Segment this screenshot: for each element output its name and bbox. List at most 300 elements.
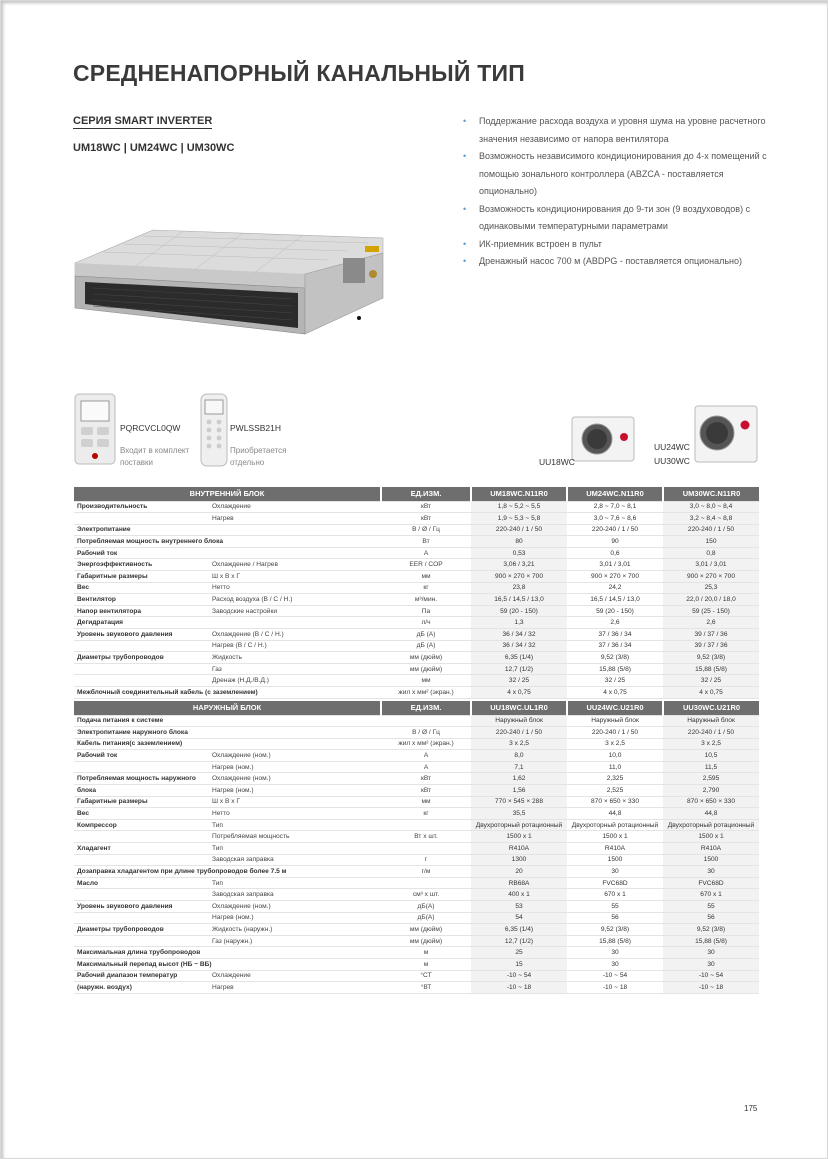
value-cell: 55: [663, 901, 759, 913]
subparam-cell: [209, 715, 381, 727]
value-cell: Двухроторный ротационный: [663, 819, 759, 831]
table-row: [74, 675, 759, 687]
param-cell: Напор вентилятора: [74, 605, 209, 617]
table-row: [74, 761, 759, 773]
unit-cell: мм (дюйм): [381, 924, 471, 936]
subparam-cell: Нагрев (ном.): [209, 761, 381, 773]
value-cell: 30: [567, 958, 663, 970]
value-cell: 2,325: [567, 773, 663, 785]
subparam-cell: [209, 547, 381, 559]
value-cell: 12,7 (1/2): [471, 663, 567, 675]
subparam-cell: Нетто: [209, 808, 381, 820]
unit-cell: Вт x шт.: [381, 831, 471, 843]
table-row: [74, 796, 759, 808]
value-cell: 15,88 (5/8): [663, 935, 759, 947]
value-cell: 15: [471, 958, 567, 970]
value-cell: 1,62: [471, 773, 567, 785]
table-row: [74, 571, 759, 583]
value-cell: 1,9 ~ 5,3 ~ 5,8: [471, 513, 567, 525]
value-cell: 59 (20 - 150): [471, 605, 567, 617]
value-cell: 1500 x 1: [471, 831, 567, 843]
param-cell: Уровень звукового давления: [74, 629, 209, 641]
value-cell: 37 / 36 / 34: [567, 640, 663, 652]
header-cell: UM18WC.N11R0: [471, 487, 567, 501]
value-cell: 2,6: [663, 617, 759, 629]
value-cell: 39 / 37 / 36: [663, 640, 759, 652]
feature-item: • Возможность кондиционирования до 9-ти зон (9 воздуховодов) с одинаковыми температурными параметрами: [463, 201, 773, 236]
param-cell: [74, 663, 209, 675]
unit-cell: [381, 843, 471, 855]
value-cell: -10 ~ 18: [663, 982, 759, 994]
value-cell: 15,88 (5/8): [567, 663, 663, 675]
wireless-remote-image: [200, 393, 228, 467]
value-cell: 6,35 (1/4): [471, 652, 567, 664]
table-row: [74, 982, 759, 994]
page-number: 175: [744, 1104, 758, 1113]
table-row: [74, 958, 759, 970]
table-row: [74, 819, 759, 831]
value-cell: 44,8: [567, 808, 663, 820]
value-cell: 870 × 650 × 330: [567, 796, 663, 808]
value-cell: 11,5: [663, 761, 759, 773]
value-cell: FVC68D: [567, 877, 663, 889]
subparam-cell: Газ: [209, 663, 381, 675]
value-cell: 150: [663, 536, 759, 548]
unit-cell: г: [381, 854, 471, 866]
subparam-cell: Охлаждение / Нагрев: [209, 559, 381, 571]
param-cell: Потребляемая мощность наружного: [74, 773, 209, 785]
unit-cell: В / Ø / Гц: [381, 727, 471, 739]
outdoor-label-big2: UU30WC: [654, 456, 690, 466]
unit-cell: EER / COP: [381, 559, 471, 571]
param-cell: [74, 912, 209, 924]
value-cell: 2,6: [567, 617, 663, 629]
value-cell: -10 ~ 54: [471, 970, 567, 982]
param-cell: Диаметры трубопроводов: [74, 924, 209, 936]
value-cell: 0,6: [567, 547, 663, 559]
table-row: [74, 524, 759, 536]
table-row: [74, 831, 759, 843]
value-cell: -10 ~ 54: [567, 970, 663, 982]
param-cell: Компрессор: [74, 819, 209, 831]
value-cell: 2,790: [663, 785, 759, 797]
param-cell: Максимальный перепад высот (НБ ~ ВБ): [74, 958, 209, 970]
table-row: [74, 687, 759, 699]
subparam-cell: Жидкость: [209, 652, 381, 664]
param-cell: Уровень звукового давления: [74, 901, 209, 913]
remote-caption: Входит в комплект поставки: [120, 446, 190, 467]
table-row: [74, 750, 759, 762]
indoor-unit-image: [73, 218, 393, 338]
param-cell: Масло: [74, 877, 209, 889]
unit-cell: г/м: [381, 866, 471, 878]
unit-cell: кг: [381, 582, 471, 594]
value-cell: 32 / 25: [663, 675, 759, 687]
value-cell: 670 x 1: [663, 889, 759, 901]
value-cell: 900 × 270 × 700: [663, 571, 759, 583]
value-cell: 25,3: [663, 582, 759, 594]
param-cell: Диаметры трубопроводов: [74, 652, 209, 664]
subparam-cell: Тип: [209, 843, 381, 855]
table-row: [74, 594, 759, 606]
table-row: [74, 715, 759, 727]
unit-cell: дБ(А): [381, 912, 471, 924]
feature-list: [463, 113, 773, 271]
value-cell: 10,0: [567, 750, 663, 762]
param-cell: Потребляемая мощность внутреннего блока: [74, 536, 209, 548]
subparam-cell: [209, 738, 381, 750]
subparam-cell: Ш x В x Г: [209, 796, 381, 808]
unit-cell: жил x мм² (экран.): [381, 738, 471, 750]
value-cell: 30: [663, 947, 759, 959]
models-label: UM18WC | UM24WC | UM30WC: [73, 142, 235, 154]
param-cell: Кабель питания(с заземлением): [74, 738, 209, 750]
value-cell: 3,01 / 3,01: [663, 559, 759, 571]
subparam-cell: Охлаждение (В / С / Н.): [209, 629, 381, 641]
value-cell: 2,525: [567, 785, 663, 797]
value-cell: 36 / 34 / 32: [471, 640, 567, 652]
table-row: [74, 912, 759, 924]
value-cell: 0,53: [471, 547, 567, 559]
value-cell: 59 (25 - 150): [663, 605, 759, 617]
subparam-cell: Дренаж (Н.Д./В.Д.): [209, 675, 381, 687]
table-header-row: [74, 487, 759, 501]
param-cell: [74, 889, 209, 901]
param-cell: Хладагент: [74, 843, 209, 855]
value-cell: 3,06 / 3,21: [471, 559, 567, 571]
param-cell: Энергоэффективность: [74, 559, 209, 571]
value-cell: 9,52 (3/8): [567, 652, 663, 664]
value-cell: 59 (20 - 150): [567, 605, 663, 617]
value-cell: 220-240 / 1 / 50: [471, 727, 567, 739]
value-cell: 220-240 / 1 / 50: [567, 524, 663, 536]
table-row: [74, 663, 759, 675]
subparam-cell: [209, 947, 381, 959]
subparam-cell: Нагрев: [209, 982, 381, 994]
unit-cell: мм (дюйм): [381, 935, 471, 947]
unit-cell: м: [381, 947, 471, 959]
subparam-cell: Охлаждение: [209, 501, 381, 513]
table-row: [74, 605, 759, 617]
unit-cell: [381, 819, 471, 831]
value-cell: 4 x 0,75: [663, 687, 759, 699]
unit-cell: мм: [381, 796, 471, 808]
feature-item: • Поддержание расхода воздуха и уровня шума на уровне расчетного значения независимо от напора вентилятора: [463, 113, 773, 148]
param-cell: Электропитание: [74, 524, 209, 536]
table-row: [74, 547, 759, 559]
value-cell: 1500: [663, 854, 759, 866]
table-row: [74, 513, 759, 525]
value-cell: 1500: [567, 854, 663, 866]
subparam-cell: [209, 727, 381, 739]
value-cell: 7,1: [471, 761, 567, 773]
value-cell: 37 / 36 / 34: [567, 629, 663, 641]
unit-cell: °ВТ: [381, 982, 471, 994]
value-cell: Двухроторный ротационный: [567, 819, 663, 831]
value-cell: 9,52 (3/8): [567, 924, 663, 936]
param-cell: [74, 675, 209, 687]
value-cell: 1300: [471, 854, 567, 866]
subparam-cell: Охлаждение (ном.): [209, 901, 381, 913]
value-cell: 24,2: [567, 582, 663, 594]
param-cell: Вентилятор: [74, 594, 209, 606]
table-row: [74, 889, 759, 901]
value-cell: 44,8: [663, 808, 759, 820]
feature-item: • Возможность независимого кондиционирования до 4-х помещений с помощью зонального контроллера (ABZCA - поставляется опционально): [463, 148, 773, 201]
value-cell: 1500 x 1: [567, 831, 663, 843]
unit-cell: [381, 715, 471, 727]
subparam-cell: Жидкость (наружн.): [209, 924, 381, 936]
table-row: [74, 536, 759, 548]
table-row: [74, 935, 759, 947]
unit-cell: жил x мм² (экран.): [381, 687, 471, 699]
header-cell: НАРУЖНЫЙ БЛОК: [74, 701, 381, 715]
table-row: [74, 773, 759, 785]
param-cell: [74, 513, 209, 525]
value-cell: 15,88 (5/8): [663, 663, 759, 675]
table-row: [74, 854, 759, 866]
outdoor-label-small: UU18WC: [539, 457, 575, 467]
value-cell: 220-240 / 1 / 50: [471, 524, 567, 536]
value-cell: R410A: [471, 843, 567, 855]
value-cell: 220-240 / 1 / 50: [567, 727, 663, 739]
subparam-cell: Тип: [209, 877, 381, 889]
table-header-row: [74, 701, 759, 715]
header-cell: ЕД.ИЗМ.: [381, 701, 471, 715]
remote-caption: Приобретается отдельно: [230, 446, 287, 467]
subparam-cell: Газ (наружн.): [209, 935, 381, 947]
value-cell: 30: [663, 866, 759, 878]
unit-cell: м: [381, 958, 471, 970]
value-cell: RB68A: [471, 877, 567, 889]
value-cell: 8,0: [471, 750, 567, 762]
value-cell: 2,8 ~ 7,0 ~ 8,1: [567, 501, 663, 513]
unit-cell: дБ(А): [381, 901, 471, 913]
header-cell: UU30WC.U21R0: [663, 701, 759, 715]
param-cell: Вес: [74, 808, 209, 820]
subparam-cell: Нагрев (В / С / Н.): [209, 640, 381, 652]
subparam-cell: Нагрев (ном.): [209, 785, 381, 797]
value-cell: 6,35 (1/4): [471, 924, 567, 936]
value-cell: 11,0: [567, 761, 663, 773]
param-cell: блока: [74, 785, 209, 797]
value-cell: 30: [663, 958, 759, 970]
table-row: [74, 501, 759, 513]
subparam-cell: [209, 524, 381, 536]
wired-remote-image: [74, 393, 116, 465]
value-cell: 400 x 1: [471, 889, 567, 901]
value-cell: 1500 x 1: [663, 831, 759, 843]
value-cell: 54: [471, 912, 567, 924]
subparam-cell: [209, 536, 381, 548]
subparam-cell: Ш x В x Г: [209, 571, 381, 583]
value-cell: 1,8 ~ 5,2 ~ 5,5: [471, 501, 567, 513]
unit-cell: °СТ: [381, 970, 471, 982]
subparam-cell: Нагрев (ном.): [209, 912, 381, 924]
param-cell: Производительность: [74, 501, 209, 513]
unit-cell: л/ч: [381, 617, 471, 629]
value-cell: 12,7 (1/2): [471, 935, 567, 947]
table-row: [74, 843, 759, 855]
value-cell: Наружный блок: [567, 715, 663, 727]
unit-cell: мм: [381, 675, 471, 687]
subparam-cell: Охлаждение (ном.): [209, 773, 381, 785]
value-cell: 3 x 2,5: [471, 738, 567, 750]
param-cell: [74, 640, 209, 652]
subparam-cell: Расход воздуха (В / С / Н.): [209, 594, 381, 606]
value-cell: 56: [663, 912, 759, 924]
unit-cell: мм (дюйм): [381, 652, 471, 664]
indoor-spec-table: [74, 487, 759, 699]
value-cell: 900 × 270 × 700: [471, 571, 567, 583]
outdoor-spec-table: [74, 701, 759, 994]
unit-cell: Па: [381, 605, 471, 617]
value-cell: 15,88 (5/8): [567, 935, 663, 947]
subparam-cell: [209, 958, 381, 970]
table-row: [74, 629, 759, 641]
subparam-cell: Нагрев: [209, 513, 381, 525]
param-cell: Рабочий ток: [74, 547, 209, 559]
value-cell: 32 / 25: [471, 675, 567, 687]
param-cell: [74, 935, 209, 947]
value-cell: 3,01 / 3,01: [567, 559, 663, 571]
value-cell: 9,52 (3/8): [663, 924, 759, 936]
unit-cell: [381, 877, 471, 889]
param-cell: Подача питания к системе: [74, 715, 209, 727]
value-cell: 1,3: [471, 617, 567, 629]
unit-cell: мм (дюйм): [381, 663, 471, 675]
feature-item: • ИК-приемник встроен в пульт: [463, 236, 773, 254]
subparam-cell: [209, 617, 381, 629]
param-cell: Габаритные размеры: [74, 571, 209, 583]
value-cell: 16,5 / 14,5 / 13,0: [471, 594, 567, 606]
unit-cell: В / Ø / Гц: [381, 524, 471, 536]
param-cell: Вес: [74, 582, 209, 594]
unit-cell: А: [381, 761, 471, 773]
header-cell: UM30WC.N11R0: [663, 487, 759, 501]
unit-cell: Вт: [381, 536, 471, 548]
unit-cell: кВт: [381, 773, 471, 785]
value-cell: Наружный блок: [663, 715, 759, 727]
header-cell: ЕД.ИЗМ.: [381, 487, 471, 501]
unit-cell: А: [381, 547, 471, 559]
table-row: [74, 808, 759, 820]
header-cell: UU24WC.U21R0: [567, 701, 663, 715]
outdoor-unit-large-image: [693, 403, 759, 465]
value-cell: 10,5: [663, 750, 759, 762]
value-cell: 56: [567, 912, 663, 924]
value-cell: 90: [567, 536, 663, 548]
value-cell: Наружный блок: [471, 715, 567, 727]
table-row: [74, 640, 759, 652]
remote-code: PWLSSB21H: [230, 423, 282, 433]
series-label: СЕРИЯ SMART INVERTER: [73, 115, 213, 127]
param-cell: Габаритные размеры: [74, 796, 209, 808]
param-cell: [74, 761, 209, 773]
unit-cell: см³ x шт.: [381, 889, 471, 901]
subparam-cell: Охлаждение (ном.): [209, 750, 381, 762]
value-cell: 30: [567, 866, 663, 878]
value-cell: 30: [567, 947, 663, 959]
subparam-cell: Нетто: [209, 582, 381, 594]
table-row: [74, 785, 759, 797]
outdoor-label-big1: UU24WC: [654, 442, 690, 452]
header-cell: ВНУТРЕННИЙ БЛОК: [74, 487, 381, 501]
header-cell: UU18WC.UL1R0: [471, 701, 567, 715]
unit-cell: кВт: [381, 785, 471, 797]
value-cell: 220-240 / 1 / 50: [663, 524, 759, 536]
subparam-cell: Заводская заправка: [209, 889, 381, 901]
value-cell: 36 / 34 / 32: [471, 629, 567, 641]
value-cell: 3,2 ~ 8,4 ~ 8,8: [663, 513, 759, 525]
unit-cell: кВт: [381, 513, 471, 525]
remote-wireless: [200, 393, 310, 468]
unit-cell: дБ (А): [381, 640, 471, 652]
param-cell: (наружн. воздух): [74, 982, 209, 994]
table-row: [74, 559, 759, 571]
unit-cell: А: [381, 750, 471, 762]
value-cell: 25: [471, 947, 567, 959]
value-cell: 870 × 650 × 330: [663, 796, 759, 808]
param-cell: Рабочий диапазон температур: [74, 970, 209, 982]
value-cell: 670 x 1: [567, 889, 663, 901]
value-cell: 35,5: [471, 808, 567, 820]
value-cell: 1,56: [471, 785, 567, 797]
value-cell: Двухроторный ротационный: [471, 819, 567, 831]
param-cell: Межблочный соединительный кабель (с заземлением): [74, 687, 209, 699]
value-cell: -10 ~ 54: [663, 970, 759, 982]
value-cell: 220-240 / 1 / 50: [663, 727, 759, 739]
value-cell: 20: [471, 866, 567, 878]
param-cell: Дегидратация: [74, 617, 209, 629]
subparam-cell: Заводские настройки: [209, 605, 381, 617]
outdoor-unit-small-image: [570, 413, 640, 463]
subparam-cell: Тип: [209, 819, 381, 831]
table-row: [74, 652, 759, 664]
value-cell: 53: [471, 901, 567, 913]
table-row: [74, 617, 759, 629]
header-cell: UM24WC.N11R0: [567, 487, 663, 501]
table-row: [74, 924, 759, 936]
param-cell: Рабочий ток: [74, 750, 209, 762]
value-cell: 22,0 / 20,0 / 18,0: [663, 594, 759, 606]
value-cell: 39 / 37 / 36: [663, 629, 759, 641]
value-cell: 32 / 25: [567, 675, 663, 687]
unit-cell: м³/мин.: [381, 594, 471, 606]
table-row: [74, 901, 759, 913]
table-row: [74, 866, 759, 878]
table-row: [74, 970, 759, 982]
table-row: [74, 727, 759, 739]
unit-cell: дБ (А): [381, 629, 471, 641]
unit-cell: мм: [381, 571, 471, 583]
page-title: СРЕДНЕНАПОРНЫЙ КАНАЛЬНЫЙ ТИП: [73, 60, 525, 86]
value-cell: 3 x 2,5: [663, 738, 759, 750]
value-cell: 3,0 ~ 7,6 ~ 8,6: [567, 513, 663, 525]
value-cell: 2,595: [663, 773, 759, 785]
subparam-cell: Охлаждение: [209, 970, 381, 982]
param-cell: Электропитание наружного блока: [74, 727, 209, 739]
unit-cell: кг: [381, 808, 471, 820]
value-cell: 16,5 / 14,5 / 13,0: [567, 594, 663, 606]
subparam-cell: Потребляемая мощность: [209, 831, 381, 843]
value-cell: -10 ~ 18: [567, 982, 663, 994]
value-cell: 4 x 0,75: [567, 687, 663, 699]
param-cell: Максимальная длина трубопроводов: [74, 947, 209, 959]
value-cell: 900 × 270 × 700: [567, 571, 663, 583]
table-row: [74, 947, 759, 959]
table-row: [74, 738, 759, 750]
